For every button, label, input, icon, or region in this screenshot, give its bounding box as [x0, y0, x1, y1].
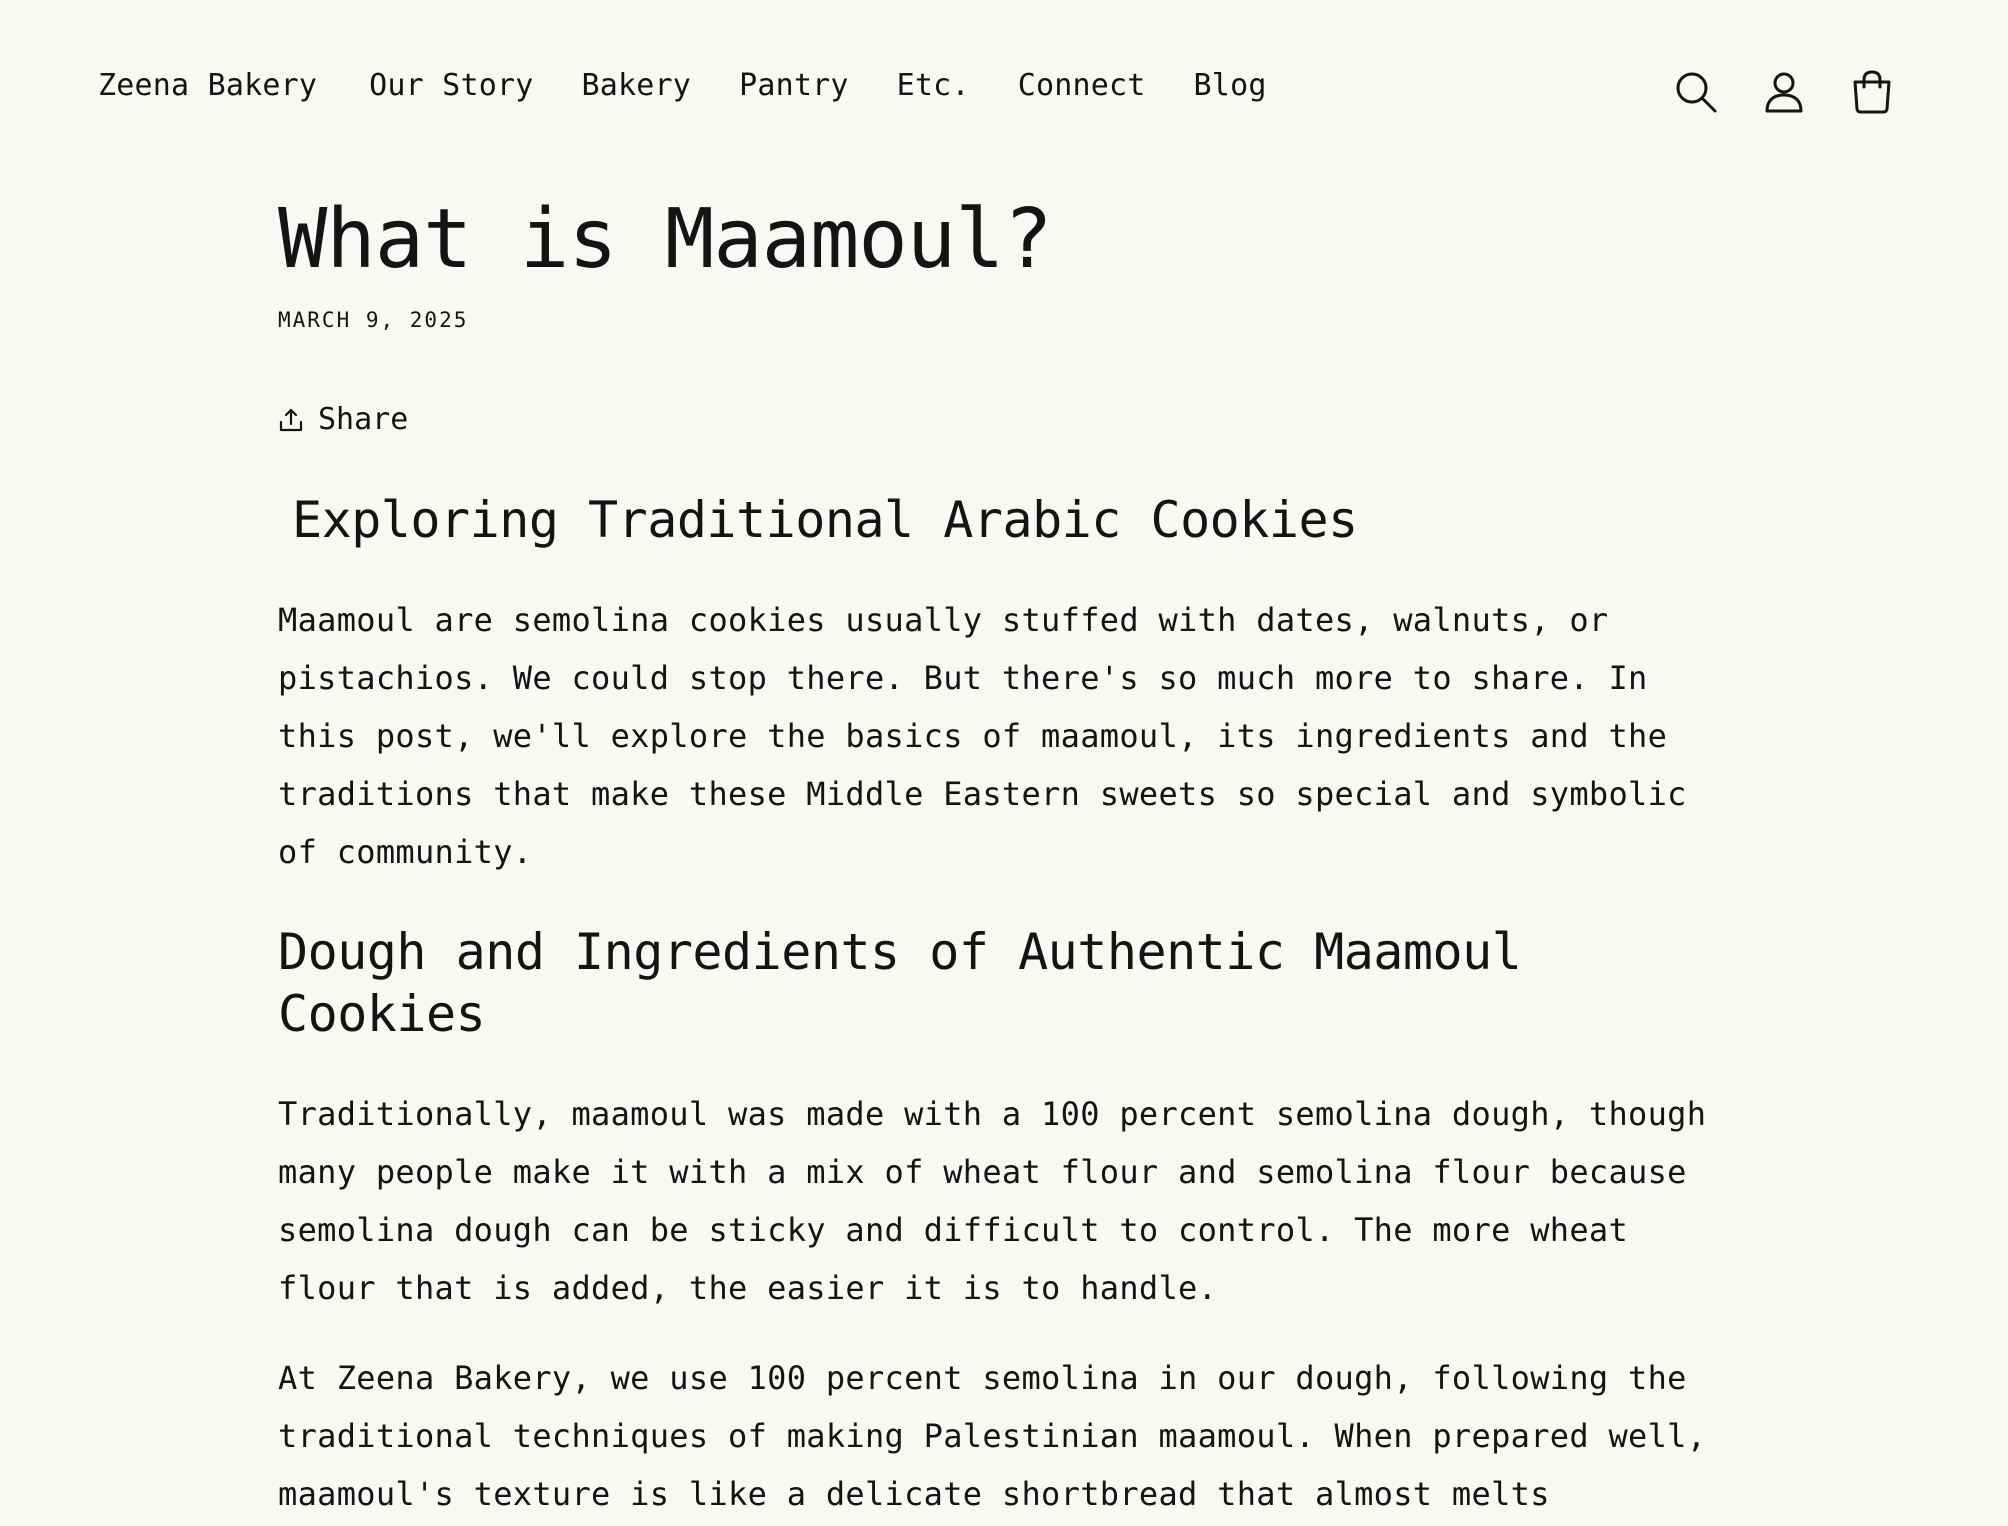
nav-blog[interactable]: Blog	[1193, 68, 1267, 103]
nav-etc[interactable]: Etc.	[896, 68, 970, 103]
article-title: What is Maamoul?	[278, 192, 1052, 287]
section-heading-dough: Dough and Ingredients of Authentic Maamoul Cookies	[278, 923, 1522, 1043]
main-nav	[98, 68, 1315, 103]
search-icon	[1673, 69, 1719, 115]
account-icon	[1761, 69, 1807, 115]
nav-pantry[interactable]: Pantry	[739, 68, 849, 103]
brand-link[interactable]: Zeena Bakery	[98, 68, 318, 103]
header-icons	[1670, 66, 1934, 118]
paragraph-dough: Traditionally, maamoul was made with a 100 percent semolina dough, though many people make it with a mix of wheat flour and semolina flour because semolina dough can be sticky and difficult to control. The more wheat flour that is added, the easier it is to handle.	[278, 1095, 1707, 1307]
share-label: Share	[318, 402, 409, 437]
paragraph-zeena: At Zeena Bakery, we use 100 percent semolina in our dough, following the traditional techniques of making Palestinian maamoul. When prepared well, maamoul's texture is like a delicate shortbread that almost melts	[278, 1359, 1707, 1513]
share-icon	[278, 407, 304, 433]
cart-button[interactable]	[1846, 66, 1898, 118]
nav-connect[interactable]: Connect	[1017, 68, 1146, 103]
article-date: MARCH 9, 2025	[278, 308, 469, 332]
section-heading-exploring: Exploring Traditional Arabic Cookies	[292, 491, 1358, 549]
nav-bakery[interactable]: Bakery	[581, 68, 692, 103]
article	[278, 190, 1738, 1523]
cart-icon	[1849, 69, 1895, 115]
account-button[interactable]	[1758, 66, 1810, 118]
site-header	[0, 0, 2008, 180]
nav-our-story[interactable]: Our Story	[369, 68, 534, 103]
paragraph-intro: Maamoul are semolina cookies usually stuffed with dates, walnuts, or pistachios. We could stop there. But there's so much more to share. In this post, we'll explore the basics of maamoul, its ingredients and the traditions that make these Middle Eastern sweets so special and symbolic of community.	[278, 601, 1687, 871]
search-button[interactable]	[1670, 66, 1722, 118]
share-button[interactable]	[278, 402, 408, 437]
